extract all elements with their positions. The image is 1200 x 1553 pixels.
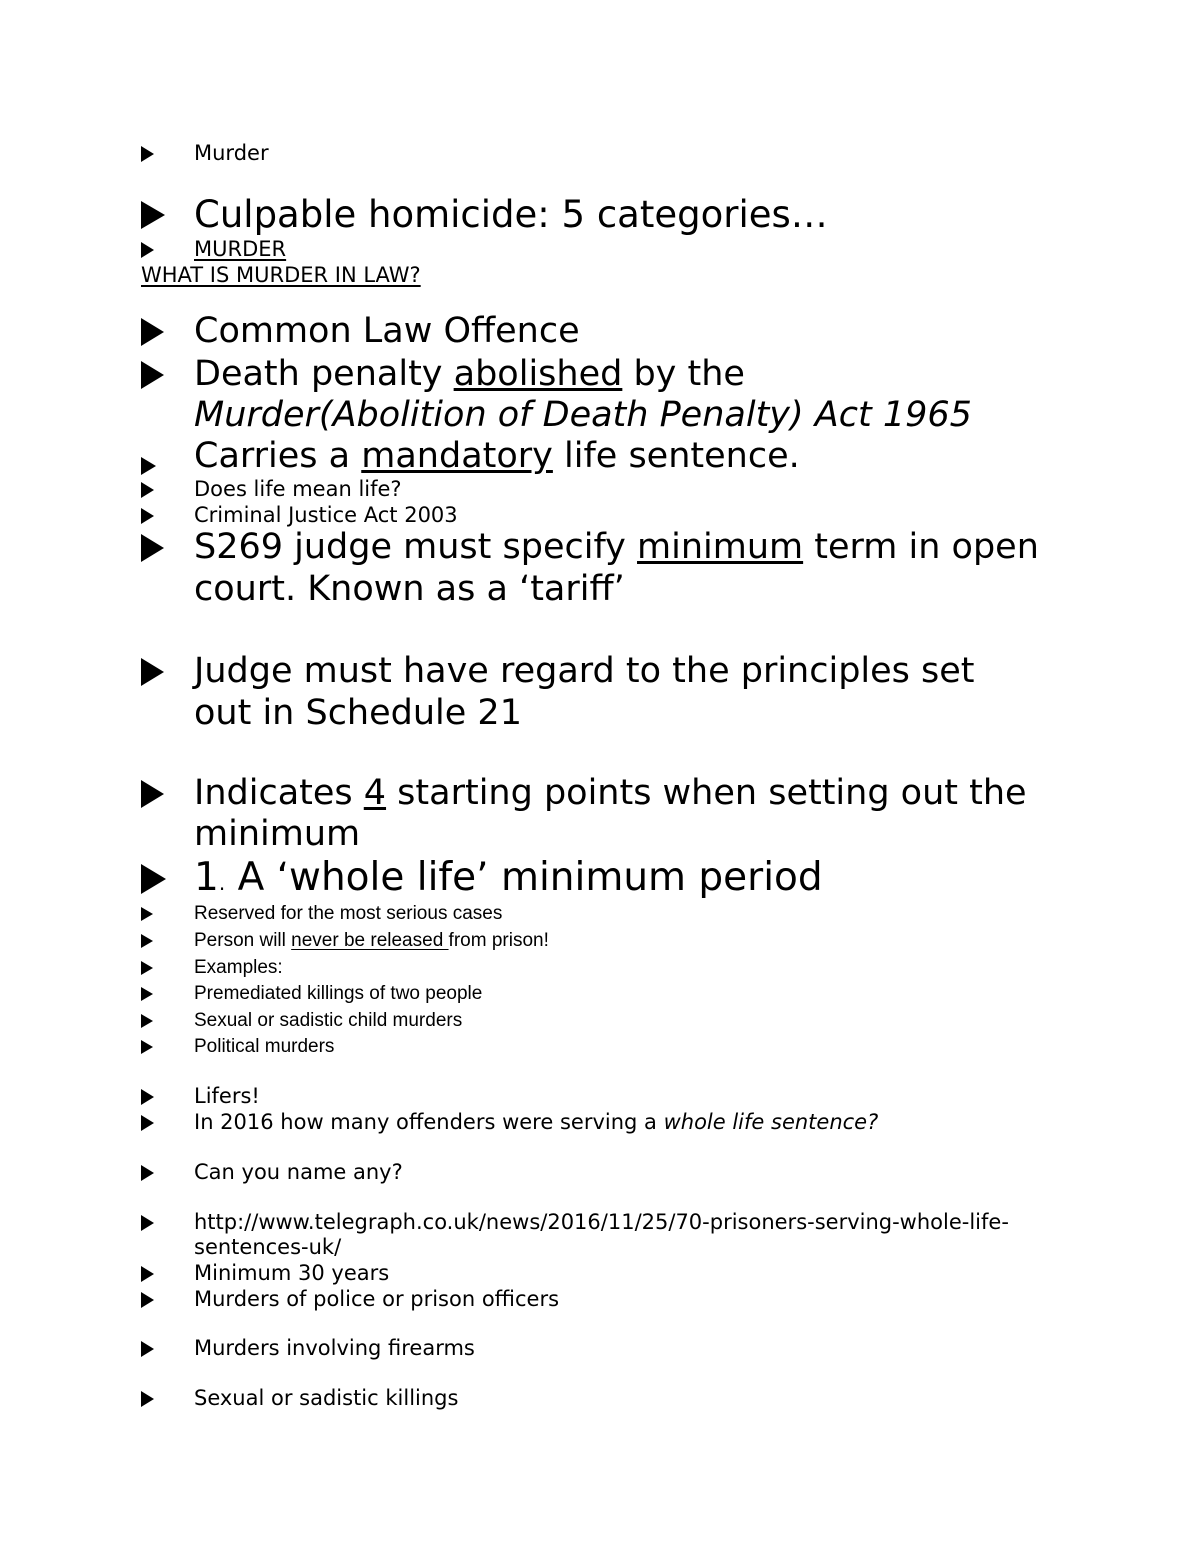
list-item xyxy=(141,957,1051,980)
list-item-continuation xyxy=(141,692,1051,734)
list-item xyxy=(141,1336,1051,1361)
triangle-bullet-icon xyxy=(141,1014,153,1028)
triangle-bullet-icon xyxy=(141,1266,154,1282)
list-item-text: Examples: xyxy=(194,957,283,978)
triangle-bullet-icon xyxy=(141,361,164,389)
list-item-text: Sexual or sadistic child murders xyxy=(194,1010,463,1031)
list-item xyxy=(141,983,1051,1006)
list-item xyxy=(141,1110,1051,1135)
triangle-bullet-icon xyxy=(141,201,165,229)
list-item-text: Death penalty abolished by the xyxy=(194,354,745,394)
list-item xyxy=(141,503,1051,528)
list-item-text: Murders involving firearms xyxy=(194,1336,475,1360)
list-item xyxy=(141,855,1051,902)
list-item-text: out in Schedule 21 xyxy=(194,693,522,733)
triangle-bullet-icon xyxy=(141,907,153,921)
list-item xyxy=(141,435,1051,477)
list-item-text: Reserved for the most serious cases xyxy=(194,903,503,924)
triangle-bullet-icon xyxy=(141,318,164,346)
list-item xyxy=(141,1084,1051,1109)
triangle-bullet-icon xyxy=(141,1165,154,1181)
list-item xyxy=(141,310,1051,352)
list-item xyxy=(141,1261,1051,1286)
triangle-bullet-icon xyxy=(141,242,154,258)
list-item-text: Minimum 30 years xyxy=(194,1261,390,1285)
list-item xyxy=(141,1287,1051,1312)
list-item-text: Political murders xyxy=(194,1036,335,1057)
triangle-bullet-icon xyxy=(141,146,154,162)
list-item-text: In 2016 how many offenders were serving a whole life sentence? xyxy=(194,1110,879,1134)
triangle-bullet-icon xyxy=(141,780,164,808)
triangle-bullet-icon xyxy=(141,1089,154,1105)
triangle-bullet-icon xyxy=(141,508,154,524)
triangle-bullet-icon xyxy=(141,934,153,948)
triangle-bullet-icon xyxy=(141,1292,154,1308)
act-title: Murder(Abolition of Death Penalty) Act 1965 xyxy=(194,395,972,435)
triangle-bullet-icon xyxy=(141,1391,154,1407)
list-item-text: Indicates 4 starting points when setting out the xyxy=(194,773,1027,813)
list-item xyxy=(141,772,1051,814)
triangle-bullet-icon xyxy=(141,482,154,498)
list-item xyxy=(141,477,1051,502)
list-item-continuation xyxy=(141,813,1051,855)
list-item xyxy=(141,930,1051,953)
list-item xyxy=(141,141,1051,166)
list-item xyxy=(141,1386,1051,1411)
list-item xyxy=(141,193,1051,237)
list-item xyxy=(141,903,1051,926)
triangle-bullet-icon xyxy=(141,1115,154,1131)
triangle-bullet-icon xyxy=(141,987,153,1001)
triangle-bullet-icon xyxy=(141,1215,154,1231)
triangle-bullet-icon xyxy=(141,1341,154,1357)
list-item-continuation xyxy=(141,394,1051,436)
list-item xyxy=(141,1036,1051,1059)
list-item-text: Carries a mandatory life sentence. xyxy=(194,436,800,476)
list-item-text: court. Known as a ‘tariff’ xyxy=(194,569,625,609)
list-item-text: Common Law Offence xyxy=(194,311,580,351)
list-item xyxy=(141,650,1051,692)
list-item xyxy=(141,353,1051,395)
list-item-continuation xyxy=(141,568,1051,610)
list-item-text: Culpable homicide: 5 categories… xyxy=(194,193,828,236)
list-item-text: S269 judge must specify minimum term in open xyxy=(194,527,1039,567)
list-item xyxy=(141,526,1051,568)
list-item-text: Person will never be released from prison! xyxy=(194,930,549,951)
triangle-bullet-icon xyxy=(141,864,166,894)
list-item-text: Lifers! xyxy=(194,1084,260,1108)
list-item-text: Murder xyxy=(194,141,269,165)
list-item xyxy=(141,237,1051,262)
list-item-text: Does life mean life? xyxy=(194,477,402,501)
list-item xyxy=(141,1210,1051,1260)
list-item xyxy=(141,1010,1051,1033)
triangle-bullet-icon xyxy=(141,658,164,686)
triangle-bullet-icon xyxy=(141,534,164,562)
list-item-text: minimum xyxy=(194,814,361,854)
triangle-bullet-icon xyxy=(141,961,153,975)
list-item-text: Murders of police or prison officers xyxy=(194,1287,560,1311)
list-item-text: Can you name any? xyxy=(194,1160,403,1184)
section-heading: WHAT IS MURDER IN LAW? xyxy=(141,263,421,287)
list-item-text: Sexual or sadistic killings xyxy=(194,1386,459,1410)
triangle-bullet-icon xyxy=(141,1040,153,1054)
list-item-text: 1. A ‘whole life’ minimum period xyxy=(194,855,823,900)
list-item-text: Judge must have regard to the principles set xyxy=(194,651,975,691)
list-item-text: Premediated killings of two people xyxy=(194,983,483,1004)
list-item xyxy=(141,1160,1051,1185)
article-link[interactable]: http://www.telegraph.co.uk/news/2016/11/25/70-prisoners-serving-whole-life- sentences-uk/ xyxy=(194,1210,1009,1260)
list-item-text: MURDER xyxy=(194,237,287,261)
triangle-bullet-icon xyxy=(141,457,156,475)
list-item-text: Criminal Justice Act 2003 xyxy=(194,503,458,527)
